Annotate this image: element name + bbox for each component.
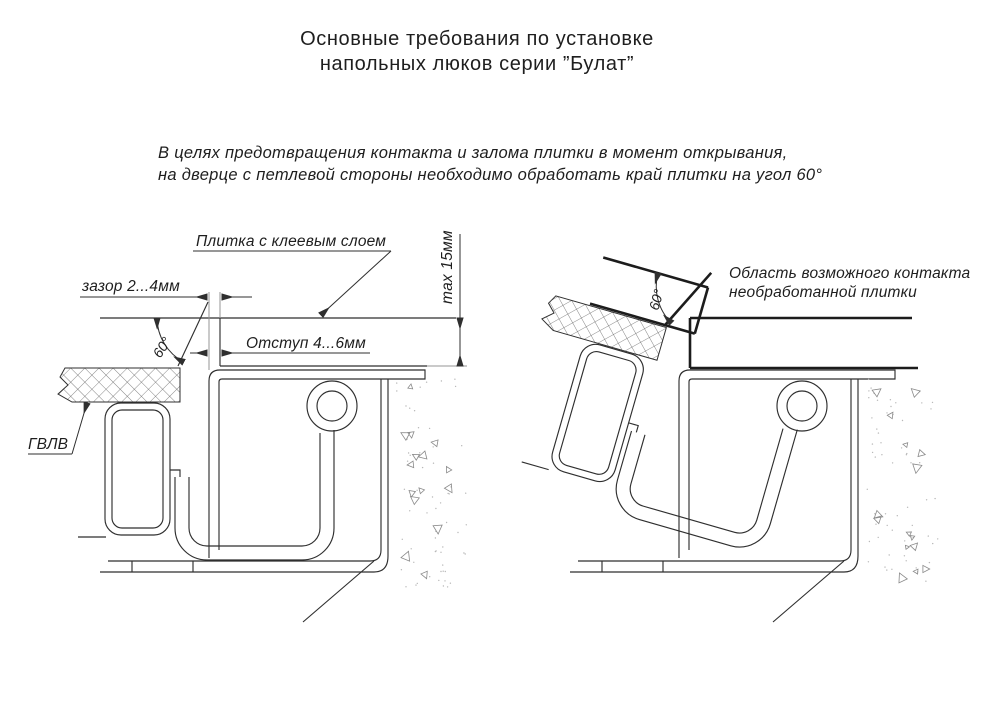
hinge-pin-inner [317,391,347,421]
tile-adhesive-leader [321,251,391,315]
tile-bevel-line [178,302,208,366]
tile-adhesive-label: Плитка с клеевым слоем [196,233,387,250]
gap-dim-label: зазор 2...4мм [82,278,180,295]
gvl-hatched-layer [58,368,180,402]
hinge-pin-outer [777,381,827,431]
note-line1: В целях предотвращения контакта и залома плитки в момент открывания, [158,144,788,162]
door-notch [170,470,180,477]
hinge-pin-inner [787,391,817,421]
concrete-hatch [396,379,467,588]
frame-wall-flange [209,370,425,558]
frame-right-wall-bottom [100,379,388,572]
door-tube-inner [557,349,639,476]
hinge-pin-outer [307,381,357,431]
frame-right-wall-bottom [570,379,858,572]
page-title-line1: Основные требования по установке [300,28,654,50]
frame-foot-plate [602,561,663,572]
note-line2: на дверце с петлевой стороны необходимо обработать край плитки на угол 60° [158,166,823,184]
break-line [303,561,374,622]
right-diagram-open-hatch [496,231,970,622]
gvl-leader [72,403,87,454]
contact-area-label-line2: необработанной плитки [729,284,917,301]
door-bottom-line [522,462,549,470]
contact-area-label-line1: Область возможного контакта [729,265,971,282]
hinge-arm-inner [626,393,783,538]
concrete-hatch [867,379,939,583]
door-tube-inner [112,410,163,528]
frame-foot-plate [132,561,193,572]
offset-dim-label: Отступ 4...6мм [246,335,366,352]
max-height-label: max 15мм [439,230,456,304]
angle-label: 60° [645,287,667,313]
hinge-arm-outer [175,430,334,560]
gvl-label: ГВЛВ [28,436,69,453]
left-diagram-closed-hatch [28,230,467,622]
door-tube-outer [105,403,170,535]
door-tile-end-face-thick [695,288,708,334]
angle-label: 60° [149,334,175,361]
door-tile-top-thick [603,257,708,287]
page-title-line2: напольных люков серии ”Булат” [319,53,635,75]
hinge-arm-outer [609,386,798,555]
break-line [773,561,844,622]
